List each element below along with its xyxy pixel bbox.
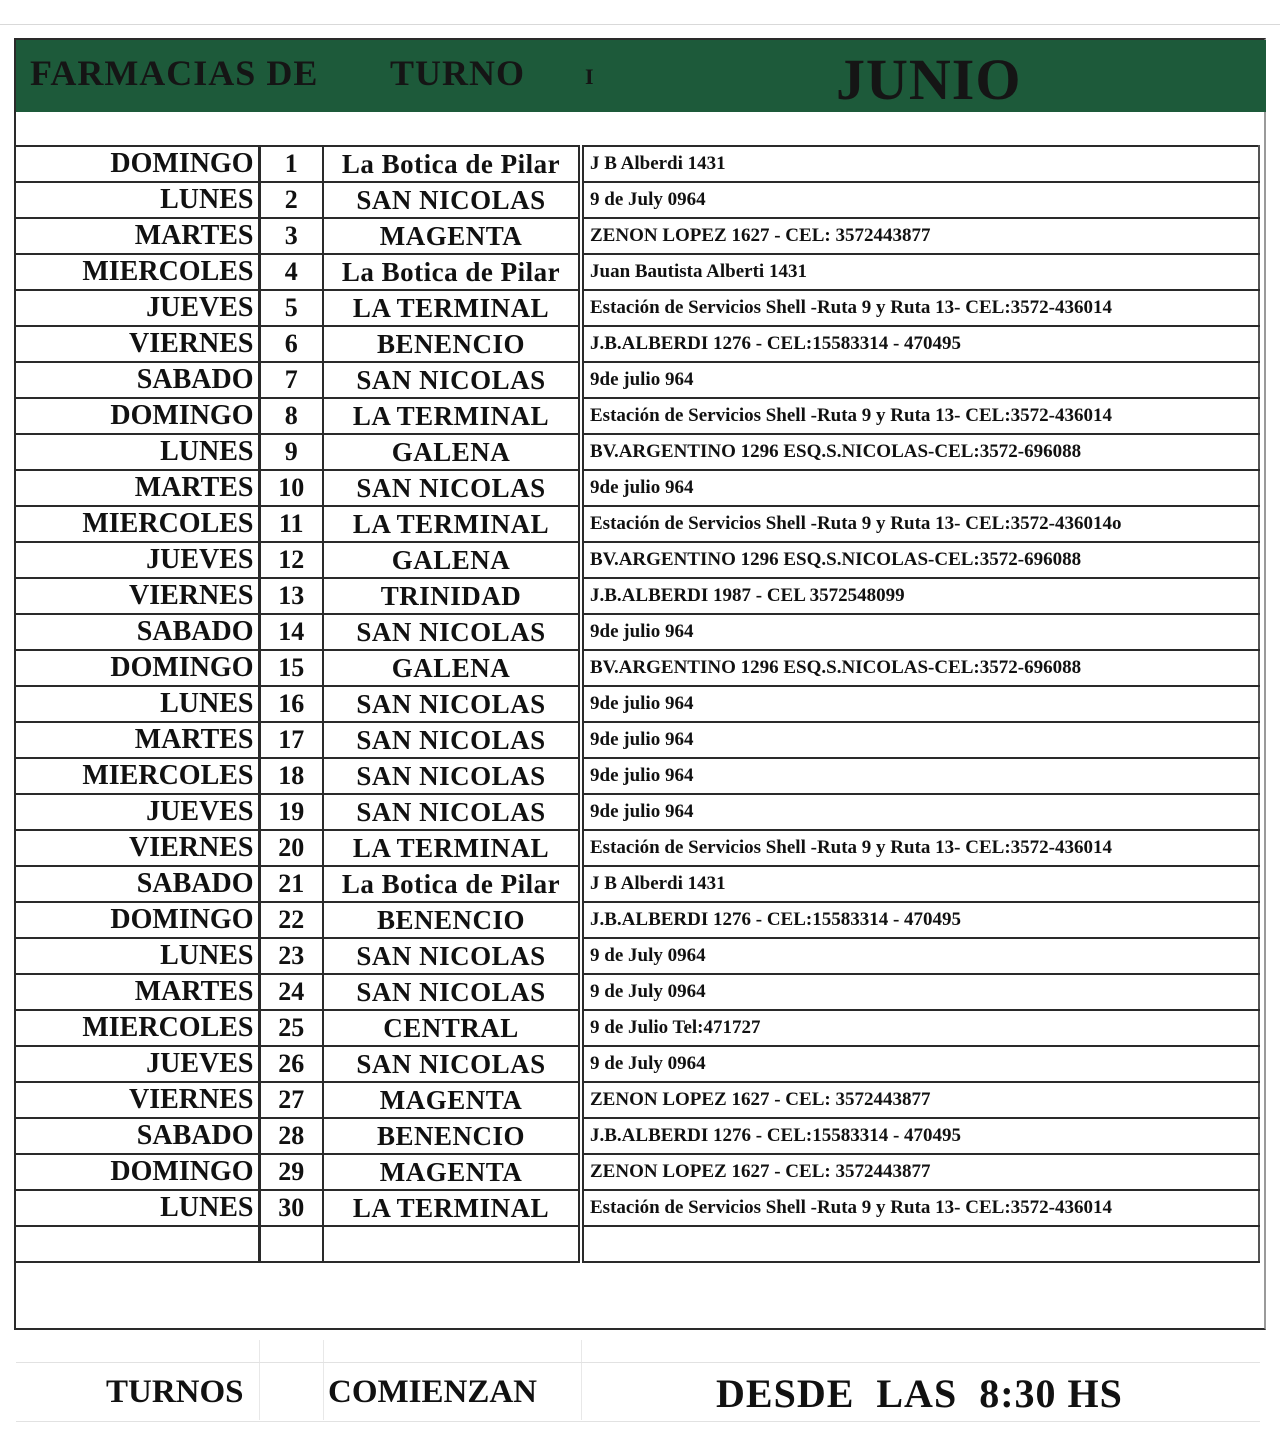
footer-turnos: TURNOS [106, 1374, 244, 1410]
day-cell: DOMINGO [16, 146, 259, 182]
date-cell: 21 [259, 866, 323, 902]
schedule-row [16, 470, 1259, 506]
schedule-row [16, 254, 1259, 290]
pharmacy-name-cell: BENENCIO [323, 902, 581, 938]
schedule-row [16, 362, 1259, 398]
date-cell: 12 [259, 542, 323, 578]
date-cell: 3 [259, 218, 323, 254]
day-cell: LUNES [16, 1190, 259, 1226]
address-cell: BV.ARGENTINO 1296 ESQ.S.NICOLAS-CEL:3572-696088 [581, 434, 1259, 470]
day-cell: MIERCOLES [16, 506, 259, 542]
day-cell: DOMINGO [16, 398, 259, 434]
schedule-row [16, 542, 1259, 578]
day-cell: JUEVES [16, 1046, 259, 1082]
address-cell: Juan Bautista Alberti 1431 [581, 254, 1259, 290]
address-cell: 9de julio 964 [581, 722, 1259, 758]
schedule-table [16, 145, 1260, 1263]
pharmacy-name-cell: SAN NICOLAS [323, 686, 581, 722]
day-cell: JUEVES [16, 542, 259, 578]
header-title-turno: TURNO [390, 53, 526, 93]
pharmacy-name-cell: LA TERMINAL [323, 398, 581, 434]
address-cell: 9de julio 964 [581, 614, 1259, 650]
day-cell: MIERCOLES [16, 254, 259, 290]
date-cell: 15 [259, 650, 323, 686]
pharmacy-name-cell: MAGENTA [323, 218, 581, 254]
date-cell: 20 [259, 830, 323, 866]
day-cell: VIERNES [16, 578, 259, 614]
day-cell: MARTES [16, 470, 259, 506]
footer-start-time: DESDE LAS 8:30 HS [716, 1371, 1123, 1416]
date-cell: 17 [259, 722, 323, 758]
address-cell: Estación de Servicios Shell -Ruta 9 y Ruta 13- CEL:3572-436014 [581, 1190, 1259, 1226]
date-cell: 23 [259, 938, 323, 974]
address-cell: J.B.ALBERDI 1276 - CEL:15583314 - 470495 [581, 326, 1259, 362]
address-cell: 9de julio 964 [581, 362, 1259, 398]
schedule-row [16, 326, 1259, 362]
day-cell: SABADO [16, 1118, 259, 1154]
address-cell: Estación de Servicios Shell -Ruta 9 y Ruta 13- CEL:3572-436014 [581, 398, 1259, 434]
address-cell: BV.ARGENTINO 1296 ESQ.S.NICOLAS-CEL:3572-696088 [581, 542, 1259, 578]
date-cell: 26 [259, 1046, 323, 1082]
schedule-row [16, 1190, 1259, 1226]
day-cell: SABADO [16, 614, 259, 650]
pharmacy-name-cell: GALENA [323, 542, 581, 578]
address-cell: BV.ARGENTINO 1296 ESQ.S.NICOLAS-CEL:3572-696088 [581, 650, 1259, 686]
pharmacy-name-cell: GALENA [323, 650, 581, 686]
pharmacy-name-cell: La Botica de Pilar [323, 866, 581, 902]
schedule-row [16, 434, 1259, 470]
date-cell: 27 [259, 1082, 323, 1118]
day-cell: MARTES [16, 974, 259, 1010]
address-cell: J B Alberdi 1431 [581, 866, 1259, 902]
address-cell: 9 de July 0964 [581, 938, 1259, 974]
day-cell: LUNES [16, 182, 259, 218]
schedule-row [16, 290, 1259, 326]
date-cell: 24 [259, 974, 323, 1010]
schedule-row [16, 1082, 1259, 1118]
pharmacy-name-cell: MAGENTA [323, 1082, 581, 1118]
schedule-row [16, 794, 1259, 830]
pharmacy-name-cell: La Botica de Pilar [323, 146, 581, 182]
date-cell: 22 [259, 902, 323, 938]
schedule-row [16, 614, 1259, 650]
day-cell: VIERNES [16, 830, 259, 866]
empty-cell [259, 1226, 323, 1262]
schedule-row [16, 650, 1259, 686]
day-cell: MARTES [16, 218, 259, 254]
day-cell: JUEVES [16, 794, 259, 830]
address-cell: 9 de July 0964 [581, 1046, 1259, 1082]
date-cell: 18 [259, 758, 323, 794]
schedule-row-empty [16, 1226, 1259, 1262]
pharmacy-name-cell: LA TERMINAL [323, 1190, 581, 1226]
address-cell: 9de julio 964 [581, 794, 1259, 830]
address-cell: 9 de Julio Tel:471727 [581, 1010, 1259, 1046]
date-cell: 30 [259, 1190, 323, 1226]
schedule-row [16, 830, 1259, 866]
day-cell: DOMINGO [16, 902, 259, 938]
pharmacy-name-cell: La Botica de Pilar [323, 254, 581, 290]
address-cell: ZENON LOPEZ 1627 - CEL: 3572443877 [581, 1082, 1259, 1118]
address-cell: 9de julio 964 [581, 758, 1259, 794]
address-cell: 9 de July 0964 [581, 182, 1259, 218]
pharmacy-name-cell: SAN NICOLAS [323, 938, 581, 974]
schedule-body [16, 146, 1259, 1262]
pharmacy-name-cell: LA TERMINAL [323, 290, 581, 326]
schedule-row [16, 578, 1259, 614]
empty-cell [581, 1226, 1259, 1262]
address-cell: Estación de Servicios Shell -Ruta 9 y Ruta 13- CEL:3572-436014 [581, 830, 1259, 866]
pharmacy-name-cell: BENENCIO [323, 1118, 581, 1154]
date-cell: 19 [259, 794, 323, 830]
schedule-row [16, 1046, 1259, 1082]
day-cell: LUNES [16, 938, 259, 974]
date-cell: 9 [259, 434, 323, 470]
address-cell: J.B.ALBERDI 1276 - CEL:15583314 - 470495 [581, 1118, 1259, 1154]
pharmacy-name-cell: SAN NICOLAS [323, 362, 581, 398]
pharmacy-name-cell: CENTRAL [323, 1010, 581, 1046]
date-cell: 13 [259, 578, 323, 614]
pharmacy-name-cell: SAN NICOLAS [323, 794, 581, 830]
address-cell: ZENON LOPEZ 1627 - CEL: 3572443877 [581, 218, 1259, 254]
empty-cell [323, 1226, 581, 1262]
pharmacy-name-cell: SAN NICOLAS [323, 758, 581, 794]
header-mark: I [585, 64, 594, 89]
pharmacy-name-cell: LA TERMINAL [323, 830, 581, 866]
day-cell: SABADO [16, 362, 259, 398]
header-month: JUNIO [836, 47, 1022, 112]
schedule-row [16, 974, 1259, 1010]
day-cell: LUNES [16, 434, 259, 470]
date-cell: 29 [259, 1154, 323, 1190]
address-cell: 9 de July 0964 [581, 974, 1259, 1010]
date-cell: 11 [259, 506, 323, 542]
date-cell: 28 [259, 1118, 323, 1154]
address-cell: Estación de Servicios Shell -Ruta 9 y Ruta 13- CEL:3572-436014o [581, 506, 1259, 542]
footer-comienzan: COMIENZAN [328, 1374, 538, 1410]
pharmacy-name-cell: LA TERMINAL [323, 506, 581, 542]
address-cell: J.B.ALBERDI 1987 - CEL 3572548099 [581, 578, 1259, 614]
date-cell: 2 [259, 182, 323, 218]
pharmacy-name-cell: SAN NICOLAS [323, 974, 581, 1010]
day-cell: DOMINGO [16, 650, 259, 686]
address-cell: 9de julio 964 [581, 686, 1259, 722]
schedule-row [16, 686, 1259, 722]
schedule-row [16, 146, 1259, 182]
pharmacy-name-cell: MAGENTA [323, 1154, 581, 1190]
header-title-farmacias: FARMACIAS DE [30, 53, 319, 93]
pharmacy-name-cell: SAN NICOLAS [323, 1046, 581, 1082]
schedule-row [16, 1118, 1259, 1154]
address-cell: 9de julio 964 [581, 470, 1259, 506]
address-cell: J.B.ALBERDI 1276 - CEL:15583314 - 470495 [581, 902, 1259, 938]
date-cell: 25 [259, 1010, 323, 1046]
date-cell: 1 [259, 146, 323, 182]
date-cell: 16 [259, 686, 323, 722]
day-cell: DOMINGO [16, 1154, 259, 1190]
address-cell: J B Alberdi 1431 [581, 146, 1259, 182]
pharmacy-name-cell: BENENCIO [323, 326, 581, 362]
day-cell: MIERCOLES [16, 758, 259, 794]
day-cell: VIERNES [16, 1082, 259, 1118]
address-cell: ZENON LOPEZ 1627 - CEL: 3572443877 [581, 1154, 1259, 1190]
schedule-row [16, 866, 1259, 902]
top-divider [0, 24, 1280, 25]
date-cell: 10 [259, 470, 323, 506]
schedule-row [16, 758, 1259, 794]
date-cell: 4 [259, 254, 323, 290]
date-cell: 14 [259, 614, 323, 650]
pharmacy-name-cell: SAN NICOLAS [323, 470, 581, 506]
date-cell: 7 [259, 362, 323, 398]
schedule-row [16, 1154, 1259, 1190]
schedule-row [16, 218, 1259, 254]
schedule-row [16, 398, 1259, 434]
date-cell: 8 [259, 398, 323, 434]
pharmacy-name-cell: SAN NICOLAS [323, 182, 581, 218]
day-cell: VIERNES [16, 326, 259, 362]
pharmacy-name-cell: TRINIDAD [323, 578, 581, 614]
schedule-row [16, 902, 1259, 938]
day-cell: LUNES [16, 686, 259, 722]
schedule-row [16, 722, 1259, 758]
date-cell: 5 [259, 290, 323, 326]
day-cell: JUEVES [16, 290, 259, 326]
address-cell: Estación de Servicios Shell -Ruta 9 y Ruta 13- CEL:3572-436014 [581, 290, 1259, 326]
pharmacy-name-cell: GALENA [323, 434, 581, 470]
pharmacy-name-cell: SAN NICOLAS [323, 614, 581, 650]
day-cell: MIERCOLES [16, 1010, 259, 1046]
empty-cell [16, 1226, 259, 1262]
schedule-row [16, 182, 1259, 218]
date-cell: 6 [259, 326, 323, 362]
day-cell: MARTES [16, 722, 259, 758]
schedule-row [16, 506, 1259, 542]
schedule-row [16, 1010, 1259, 1046]
day-cell: SABADO [16, 866, 259, 902]
schedule-row [16, 938, 1259, 974]
pharmacy-name-cell: SAN NICOLAS [323, 722, 581, 758]
